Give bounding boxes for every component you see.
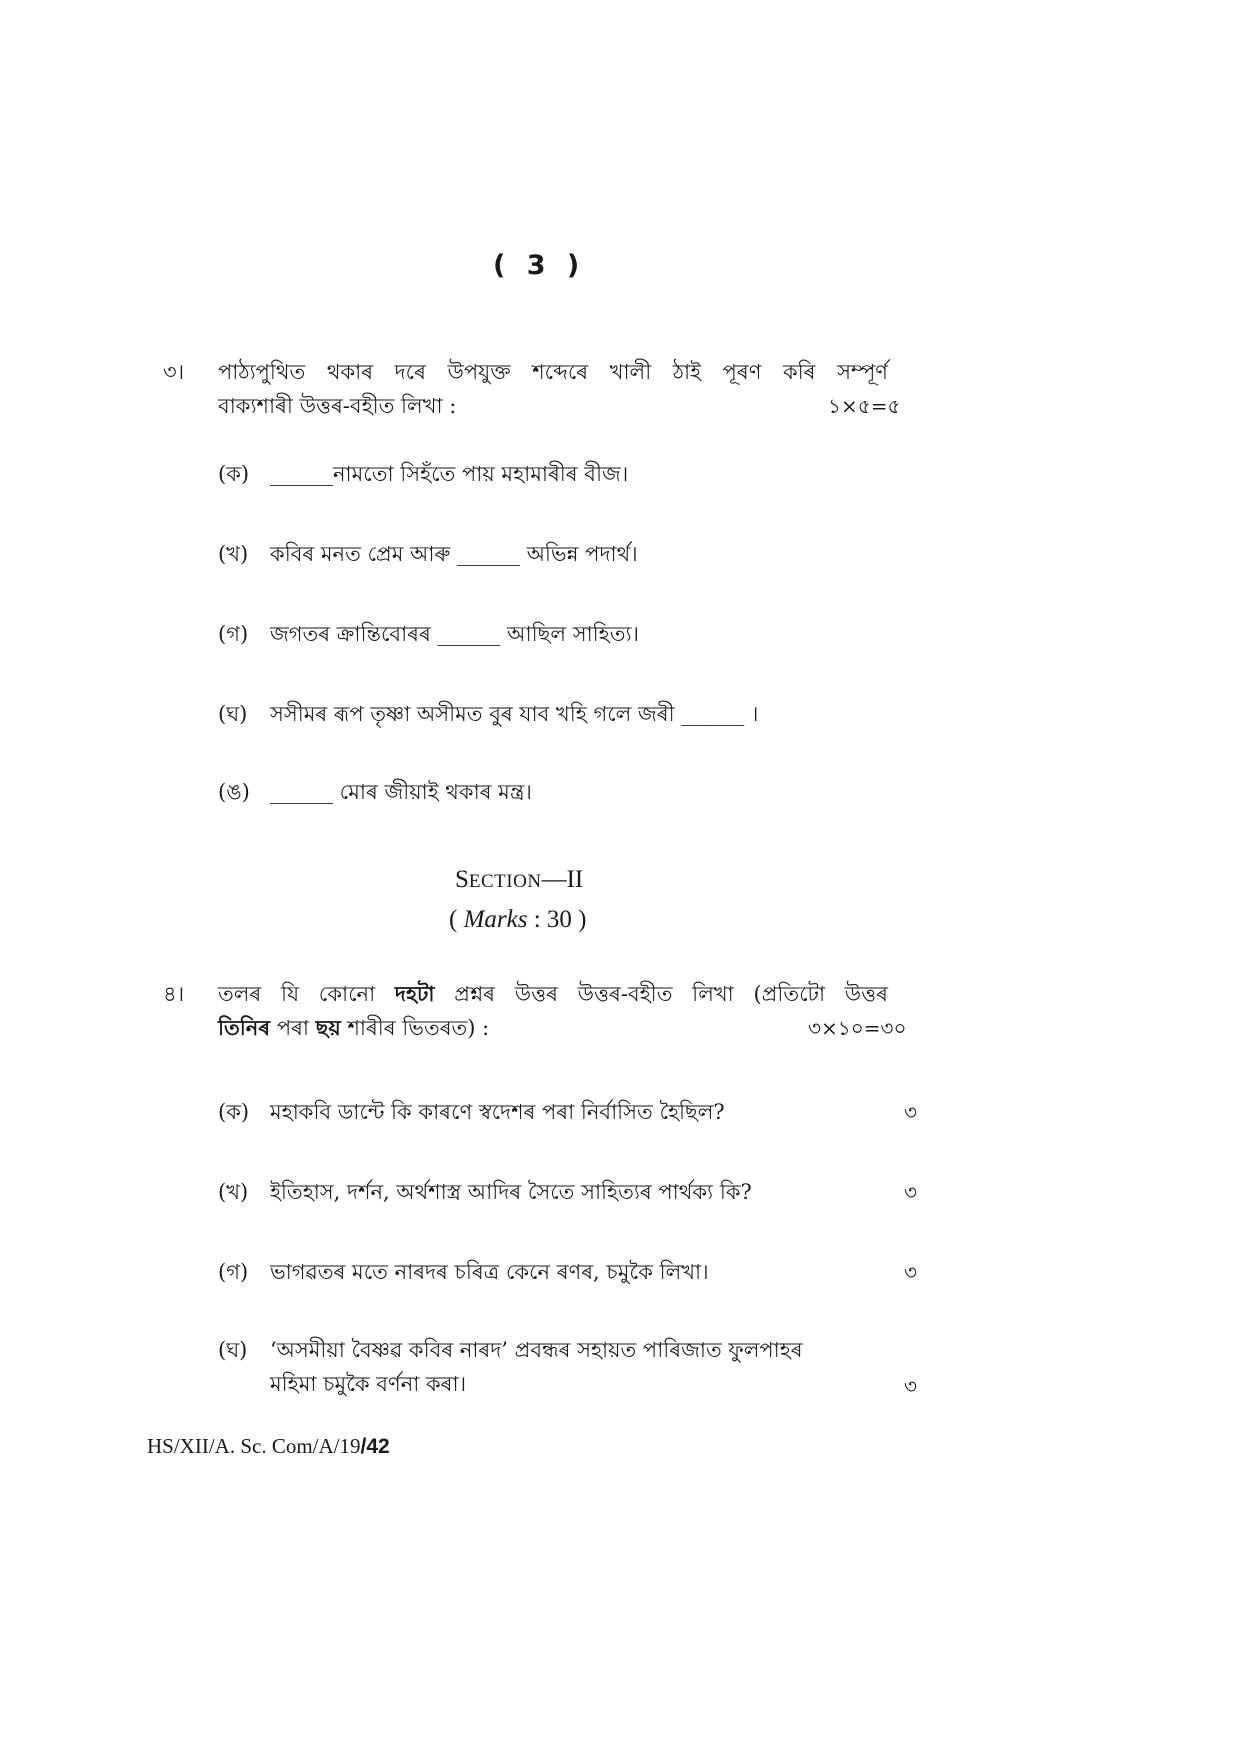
item-mark: ৩: [904, 1260, 918, 1284]
question-3-line2: বাক্যশাৰী উত্তৰ-বহীত লিখা :: [218, 394, 457, 418]
section-marks: [449, 906, 587, 934]
q4-line2-bold1: তিনিৰ: [218, 1015, 271, 1040]
item-label: (খ): [218, 542, 249, 566]
question-3-item-unga: [218, 776, 532, 811]
q4-line2-text-b: শাৰীৰ ভিতৰত) :: [340, 1016, 490, 1040]
item-text: ‘অসমীয়া বৈষ্ণৱ কবিৰ নাৰদ’ প্ৰবন্ধৰ সহায়ত পাৰিজাত ফুলপাহৰ: [270, 1338, 803, 1362]
question-3-item-gha: [218, 698, 758, 733]
q4-line1-text-a: তলৰ যি কোনো: [218, 982, 395, 1006]
q4-line1-bold: দহটা: [394, 981, 435, 1006]
item-label: (ঘ): [218, 702, 248, 726]
item-text: মহাকবি ডান্টে কি কাৰণে স্বদেশৰ পৰা নিৰ্বাসিত হৈছিল?: [270, 1100, 725, 1124]
question-4-number: ৪।: [163, 982, 185, 1006]
q4-line1-text-b: প্ৰশ্নৰ উত্তৰ উত্তৰ-বহীত লিখা (প্ৰতিটো উত্তৰ: [434, 982, 888, 1006]
question-3-number: ৩।: [163, 360, 185, 384]
question-3-marks: ১×৫=৫: [828, 394, 901, 418]
item-label: (খ): [218, 1180, 249, 1204]
item-text: ______নামতো সিহঁতে পায় মহামাৰীৰ বীজ।: [270, 462, 629, 486]
item-label: (ঘ): [218, 1338, 248, 1362]
section-marks-label: Marks: [463, 906, 528, 933]
page-number: ( 3 ): [493, 250, 586, 281]
item-label: (ক): [218, 462, 250, 486]
section-title-suffix: —II: [541, 866, 584, 893]
question-4-item-kha: [218, 1176, 752, 1211]
question-3-item-kha: [218, 538, 638, 573]
item-text: সসীমৰ ৰূপ তৃষ্ণা অসীমত বুৰ যাব খহি গলে জৰী ______ ।: [270, 702, 759, 726]
item-label: (গ): [218, 622, 249, 646]
item-text: ভাগৱতৰ মতে নাৰদৰ চৰিত্ৰ কেনে ৰণৰ, চমুকৈ লিখা।: [270, 1260, 709, 1284]
question-3-item-ga: [218, 618, 639, 653]
question-4-item-gha: [218, 1334, 803, 1369]
question-4-line1: [218, 978, 888, 1013]
question-4-item-ga: [218, 1256, 709, 1291]
item-mark: ৩: [904, 1100, 918, 1124]
item-mark: ৩: [904, 1180, 918, 1204]
section-title: [455, 866, 583, 894]
item-text: কবিৰ মনত প্ৰেম আৰু ______ অভিন্ন পদাৰ্থ।: [270, 542, 638, 566]
item-label: (গ): [218, 1260, 249, 1284]
question-3-line1: পাঠ্যপুথিত থকাৰ দৰে উপযুক্ত শব্দেৰে খালী ঠাই পূৰণ কৰি সম্পূৰ্ণ: [218, 360, 888, 384]
section-title-initial: S: [455, 866, 469, 893]
q4-line2-text-a: পৰা: [270, 1016, 316, 1040]
paper-code-text: HS/XII/A. Sc. Com/A/19: [147, 1434, 361, 1458]
q4-line2-bold2: ছয়: [315, 1015, 341, 1040]
paper-code: [147, 1434, 390, 1459]
question-4-marks: ৩×১০=৩০: [808, 1016, 907, 1040]
paper-code-bold: /42: [360, 1435, 390, 1458]
question-4-item-ka: [218, 1096, 725, 1131]
question-4-item-gha-line2: মহিমা চমুকৈ বৰ্ণনা কৰা।: [270, 1372, 467, 1396]
item-mark: ৩: [904, 1374, 918, 1398]
item-text: জগতৰ ক্ৰান্তিবোৰৰ ______ আছিল সাহিত্য।: [270, 622, 640, 646]
section-marks-open: (: [449, 906, 464, 933]
section-title-rest: ECTION: [468, 871, 542, 892]
item-text: ______ মোৰ জীয়াই থকাৰ মন্ত্ৰ।: [270, 780, 532, 804]
question-4-line2: [218, 1012, 489, 1047]
item-label: (ঙ): [218, 780, 250, 804]
question-3-item-ka: [218, 458, 628, 493]
item-text: ইতিহাস, দৰ্শন, অৰ্থশাস্ত্ৰ আদিৰ সৈতে সাহিত্যৰ পাৰ্থক্য কি?: [270, 1180, 752, 1204]
item-label: (ক): [218, 1100, 250, 1124]
section-marks-value: : 30 ): [527, 906, 587, 933]
